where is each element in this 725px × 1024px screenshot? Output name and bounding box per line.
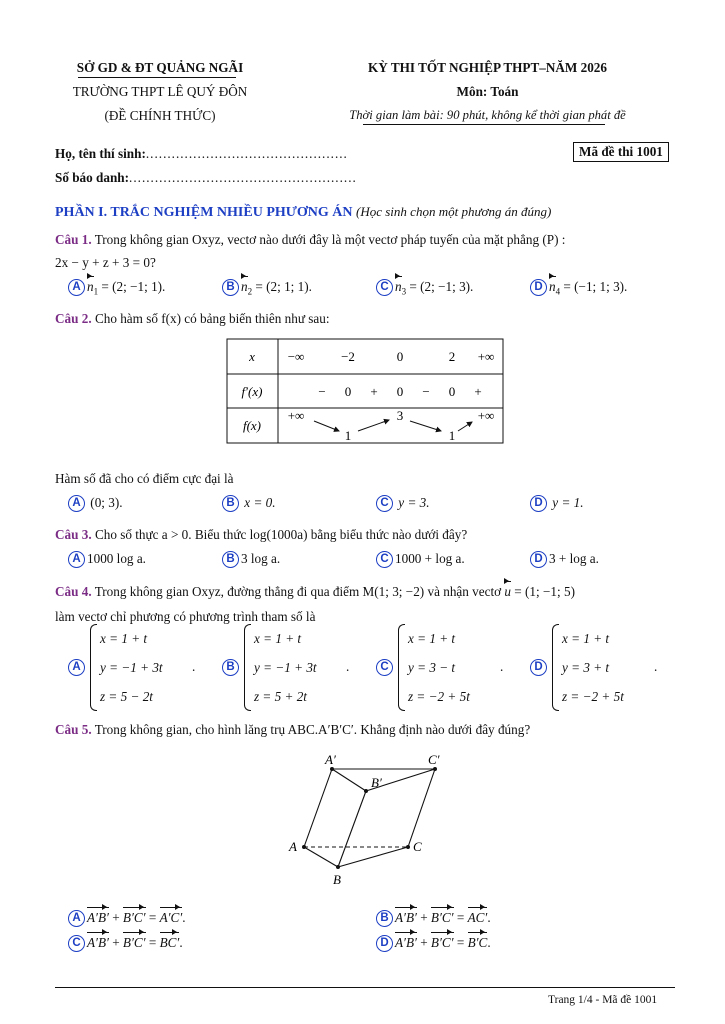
fp-val: − <box>422 384 430 399</box>
q3-text: Câu 3. Cho số thực a > 0. Biểu thức log(1000a) bằng biểu thức nào dưới đây? <box>55 527 468 542</box>
dept-name: SỞ GD & ĐT QUẢNG NGÃI <box>76 60 244 75</box>
header-underline <box>78 77 236 78</box>
q4-text2: làm vectơ chỉ phương có phương trình tham số là <box>55 609 316 624</box>
school-name: TRƯỜNG THPT LÊ QUÝ ĐÔN <box>72 84 248 99</box>
point-label: A′ <box>325 752 336 767</box>
x-val: −2 <box>341 349 355 364</box>
q1-option-c[interactable]: C $n_3 = (2$; −1; 3). <box>376 279 473 297</box>
time-underline <box>363 124 605 125</box>
q1-option-b[interactable]: B $n_2 = (2$; 1; 1). <box>222 279 312 297</box>
q5-option-b[interactable]: B A′B′ + B′C′ = AC′. <box>376 910 491 927</box>
q1-text: Câu 1. Trong không gian Oxyz, vectơ nào dưới đây là một vectơ pháp tuyến của mặt phẳng (P) : <box>55 232 566 247</box>
fp-val: 0 <box>396 384 404 399</box>
arrow-down <box>410 421 441 431</box>
point-label: C′ <box>428 752 440 767</box>
variation-table <box>226 338 506 446</box>
arrow-up <box>358 420 389 431</box>
exam-title: KỲ THI TỐT NGHIỆP THPT–NĂM 2026 <box>367 60 607 75</box>
q2-text2: Hàm số đã cho có điểm cực đại là <box>55 471 234 486</box>
f-val: 1 <box>344 428 352 443</box>
x-val: +∞ <box>477 349 495 364</box>
x-val: 0 <box>396 349 404 364</box>
q1-text2: 2x − y + z + 3 = 0? <box>55 255 156 270</box>
q2-option-c[interactable]: C y = 3. <box>376 495 430 512</box>
q5-option-a[interactable]: A A′B′ + B′C′ = A′C′. <box>68 910 186 927</box>
exam-code-box: Mã đề thi 1001 <box>573 142 669 162</box>
q2-option-d[interactable]: D y = 1. <box>530 495 584 512</box>
section-title: PHẦN I. TRẮC NGHIỆM NHIỀU PHƯƠNG ÁN (Học sinh chọn một phương án đúng) <box>55 204 552 220</box>
prism-figure <box>280 748 440 888</box>
fp-val: 0 <box>448 384 456 399</box>
time-note: Thời gian làm bài: 90 phút, không kể thời gian phát đề <box>349 108 626 122</box>
q3-option-b[interactable]: B 3 log a. <box>222 551 280 568</box>
q5-option-c[interactable]: C A′B′ + B′C′ = BC′. <box>68 935 183 952</box>
page-number: Trang 1/4 - Mã đề 1001 <box>548 994 658 1006</box>
point-label: C <box>413 839 422 854</box>
f-val: 3 <box>396 408 404 423</box>
f-val: 1 <box>448 428 456 443</box>
x-val: 2 <box>448 349 456 364</box>
f-val: +∞ <box>287 408 305 423</box>
point-label: B <box>333 872 341 887</box>
f-val: +∞ <box>477 408 495 423</box>
arrow-up <box>458 422 472 431</box>
fp-val: 0 <box>344 384 352 399</box>
student-id-row: Số báo danh:..................................................... <box>55 170 357 185</box>
q3-option-c[interactable]: C 1000 + log a. <box>376 551 465 568</box>
point-label: B′ <box>371 775 382 790</box>
arrow-down <box>314 421 339 431</box>
q4-text: Câu 4. Trong không gian Oxyz, đường thẳng đi qua điểm M(1; 3; −2) và nhận vectơ u = (1; −1; 5) <box>55 584 575 599</box>
q2-option-a[interactable]: A (0; 3). <box>68 495 123 512</box>
official-label: (ĐỀ CHÍNH THỨC) <box>104 108 216 123</box>
row-fprime-label: f′(x) <box>241 384 263 399</box>
q1-option-a[interactable]: A $n_1 = (2$; −1; 1). <box>68 279 165 297</box>
fp-val: − <box>318 384 326 399</box>
q2-text: Câu 2. Cho hàm số f(x) có bảng biến thiên như sau: <box>55 311 330 326</box>
q3-option-d[interactable]: D 3 + log a. <box>530 551 599 568</box>
point-label: A <box>289 839 297 854</box>
q1-option-d[interactable]: D $n_4 = (-1$; 1; 3). <box>530 279 627 297</box>
q2-option-b[interactable]: B x = 0. <box>222 495 276 512</box>
row-x-label: x <box>249 349 255 364</box>
row-f-label: f(x) <box>242 418 262 433</box>
q5-text: Câu 5. Trong không gian, cho hình lăng trụ ABC.A′B′C′. Khẳng định nào dưới đây đúng? <box>55 722 531 737</box>
footer-rule <box>55 987 675 988</box>
q3-option-a[interactable]: A 1000 log a. <box>68 551 146 568</box>
subject: Môn: Toán <box>456 84 519 99</box>
q5-option-d[interactable]: D A′B′ + B′C′ = B′C. <box>376 935 491 952</box>
student-name-row: Họ, tên thí sinh:............................................... <box>55 146 348 161</box>
fp-val: + <box>474 384 482 399</box>
fp-val: + <box>370 384 378 399</box>
x-val: −∞ <box>287 349 305 364</box>
